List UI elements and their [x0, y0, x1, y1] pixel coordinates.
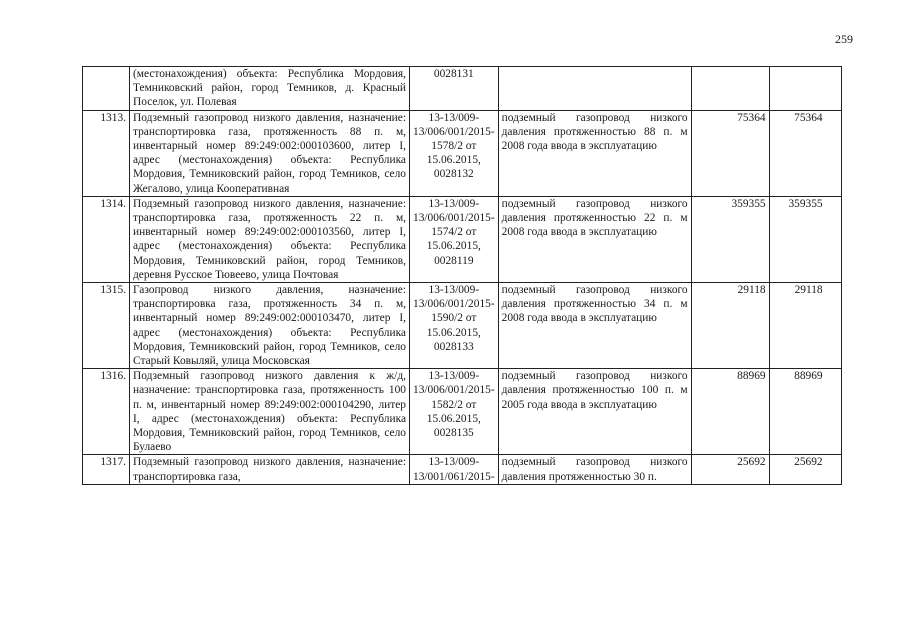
object-description: Подземный газопровод низкого давления, назначение: транспортировка газа, — [130, 455, 410, 484]
table-row — [83, 67, 842, 111]
registration-record: 13-13/009-13/006/001/2015-1590/2 от 15.06.2015, 0028133 — [410, 283, 499, 369]
object-description: Подземный газопровод низкого давления, назначение: транспортировка газа, протяженность 22 п. м, инвентарный номер 89:249:002:000103560, литер I, адрес (местонахождения) объекта: Республика Мордовия, Темниковский район, город Темников, деревня Русское Тювеево, улица Почтовая — [130, 196, 410, 282]
row-number: 1317. — [83, 455, 130, 484]
value-1: 75364 — [691, 110, 769, 196]
registration-record: 13-13/009-13/006/001/2015-1582/2 от 15.06.2015, 0028135 — [410, 369, 499, 455]
registration-record: 0028131 — [410, 67, 499, 111]
row-number: 1316. — [83, 369, 130, 455]
object-description: Подземный газопровод низкого давления к ж/д, назначение: транспортировка газа, протяженность 100 п. м, инвентарный номер 89:249:002:000104290, литер I, адрес (местонахождения) объекта: Республика Мордовия, Темниковский район, город Темников, село Булаево — [130, 369, 410, 455]
registration-record: 13-13/009-13/001/061/2015- — [410, 455, 499, 484]
object-characteristics: подземный газопровод низкого давления протяженностью 34 п. м 2008 года ввода в эксплуатацию — [498, 283, 691, 369]
value-2 — [769, 67, 841, 111]
table-row — [83, 283, 842, 369]
object-characteristics: подземный газопровод низкого давления протяженностью 22 п. м 2008 года ввода в эксплуатацию — [498, 196, 691, 282]
table-row — [83, 196, 842, 282]
table-row — [83, 455, 842, 484]
value-1: 359355 — [691, 196, 769, 282]
row-number: 1314. — [83, 196, 130, 282]
value-2: 88969 — [769, 369, 841, 455]
row-number — [83, 67, 130, 111]
object-description: Подземный газопровод низкого давления, назначение: транспортировка газа, протяженность 88 п. м, инвентарный номер 89:249:002:000103600, литер I, адрес (местонахождения) объекта: Республика Мордовия, Темниковский район, город Темников, село Жегалово, улица Кооперативная — [130, 110, 410, 196]
row-number: 1313. — [83, 110, 130, 196]
value-2: 29118 — [769, 283, 841, 369]
table-row — [83, 369, 842, 455]
object-characteristics — [498, 67, 691, 111]
property-registry-table — [82, 66, 842, 485]
table-row — [83, 110, 842, 196]
value-1: 88969 — [691, 369, 769, 455]
object-characteristics: подземный газопровод низкого давления протяженностью 100 п. м 2005 года ввода в эксплуатацию — [498, 369, 691, 455]
value-2: 25692 — [769, 455, 841, 484]
page-number: 259 — [835, 32, 853, 46]
value-2: 75364 — [769, 110, 841, 196]
value-1 — [691, 67, 769, 111]
value-1: 29118 — [691, 283, 769, 369]
registration-record: 13-13/009-13/006/001/2015-1578/2 от 15.06.2015, 0028132 — [410, 110, 499, 196]
value-1: 25692 — [691, 455, 769, 484]
object-description: (местонахождения) объекта: Республика Мордовия, Темниковский район, город Темников, д. Красный Поселок, ул. Полевая — [130, 67, 410, 111]
value-2: 359355 — [769, 196, 841, 282]
object-characteristics: подземный газопровод низкого давления протяженностью 30 п. — [498, 455, 691, 484]
row-number: 1315. — [83, 283, 130, 369]
object-description: Газопровод низкого давления, назначение: транспортировка газа, протяженность 34 п. м, инвентарный номер 89:249:002:000103470, литер I, адрес (местонахождения) объекта: Республика Мордовия, Темниковский район, город Темников, село Старый Ковыляй, улица Московская — [130, 283, 410, 369]
registration-record: 13-13/009-13/006/001/2015-1574/2 от 15.06.2015, 0028119 — [410, 196, 499, 282]
object-characteristics: подземный газопровод низкого давления протяженностью 88 п. м 2008 года ввода в эксплуатацию — [498, 110, 691, 196]
